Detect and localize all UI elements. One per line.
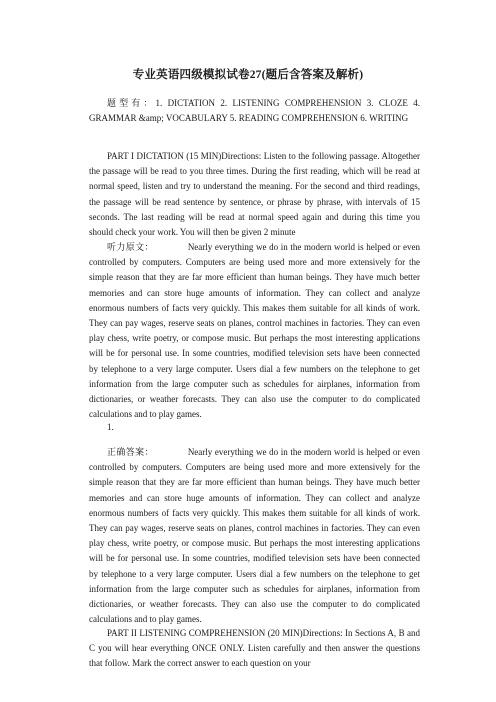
question-types-line: 题型有：1. DICTATION 2. LISTENING COMPREHENSION 3. CLOZE 4. GRAMMAR &amp; VOCABULARY 5. READING COMPREHENSION 6. WRITING [89, 98, 420, 124]
listening-text: Nearly everything we do in the modern world is helped or even controlled by computers. Computers are being used more and more extensively for the simple reason that they are far more efficient than human beings. They have much better memories and can store huge amounts of information. They can collect and analyze enormous numbers of facts very quickly. This makes them suitable for all kinds of work. They can pay wages, reserve seats on planes, control machines in factories. They can even play chess, write poetry, or compose music. But perhaps the most interesting applications will be for personal use. In some countries, modified television sets have been connected by telephone to a very large computer. Users dial a few numbers on the telephone to get information from the large computer such as schedules for airplanes, information from dictionaries, or weather forecasts. They can also use the computer to do complicated calculations and to play games. [89, 242, 420, 420]
answer-block [89, 445, 420, 627]
answer-text: Nearly everything we do in the modern world is helped or even controlled by computers. Computers are being used more and more extensively for the simple reason that they are far more efficient than human beings. They have much better memories and can store huge amounts of information. They can collect and analyze enormous numbers of facts very quickly. This makes them suitable for all kinds of work. They can pay wages, reserve seats on planes, control machines in factories. They can even play chess, write poetry, or compose music. But perhaps the most interesting applications will be for personal use. In some countries, modified television sets have been connected by telephone to a very large computer. Users dial a few numbers on the telephone to get information from the large computer such as schedules for airplanes, information from dictionaries, or weather forecasts. They can also use the computer to do complicated calculations and to play games. [89, 447, 420, 625]
listening-label: 听力原文： [107, 242, 154, 252]
part2-directions: PART II LISTENING COMPREHENSION (20 MIN)Directions: In Sections A, B and C you will hear everything ONCE ONLY. Listen carefully and then answer the questions that follow. Mark the correct answer to each question on your [89, 628, 420, 669]
listening-script [89, 240, 420, 422]
part1-directions: PART I DICTATION (15 MIN)Directions: Listen to the following passage. Altogether the passage will be read to you three times. During the first reading, which will be read at normal speed, listen and try to understand the meaning. For the second and third readings, the passage will be read sentence by sentence, or phrase by phrase, with intervals of 15 seconds. The last reading will be read at normal speed again and during this time you should check your work. You will then be given 2 minute [89, 151, 420, 238]
question-number: 1. [107, 422, 114, 432]
document-title: 专业英语四级模拟试卷27(题后含答案及解析) [132, 69, 364, 81]
answer-label: 正确答案： [107, 447, 154, 457]
